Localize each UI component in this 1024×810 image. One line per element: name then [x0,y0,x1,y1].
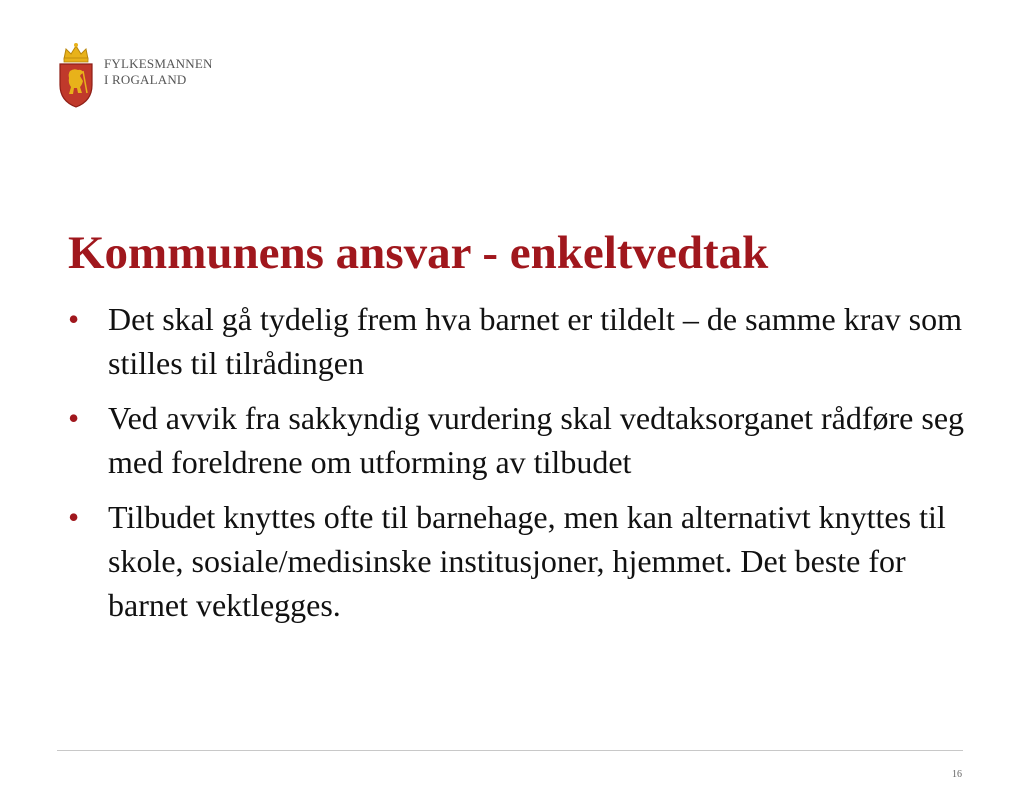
bullet-marker: • [68,499,80,535]
bullet-item [68,297,968,385]
coat-of-arms-icon [56,41,96,109]
org-name [104,56,213,88]
bullet-item [68,495,968,627]
bullet-text: Det skal gå tydelig frem hva barnet er tildelt – de samme krav som stilles til tilrådingen [108,301,962,381]
org-name-line2: I ROGALAND [104,72,187,87]
bullet-marker: • [68,400,80,436]
org-name-line1: FYLKESMANNEN [104,56,213,71]
bullet-marker: • [68,301,80,337]
bullet-text: Ved avvik fra sakkyndig vurdering skal vedtaksorganet rådføre seg med foreldrene om utforming av tilbudet [108,400,965,480]
slide-title: Kommunens ansvar - enkeltvedtak [68,227,769,279]
bullet-text: Tilbudet knyttes ofte til barnehage, men kan alternativt knyttes til skole, sosiale/medisinske institusjoner, hjemmet. Det beste for barnet vektlegges. [108,499,946,623]
org-logo [56,41,213,109]
page-number: 16 [952,769,962,780]
footer-divider [57,750,963,751]
bullet-item [68,396,968,484]
bullet-list [68,297,968,638]
